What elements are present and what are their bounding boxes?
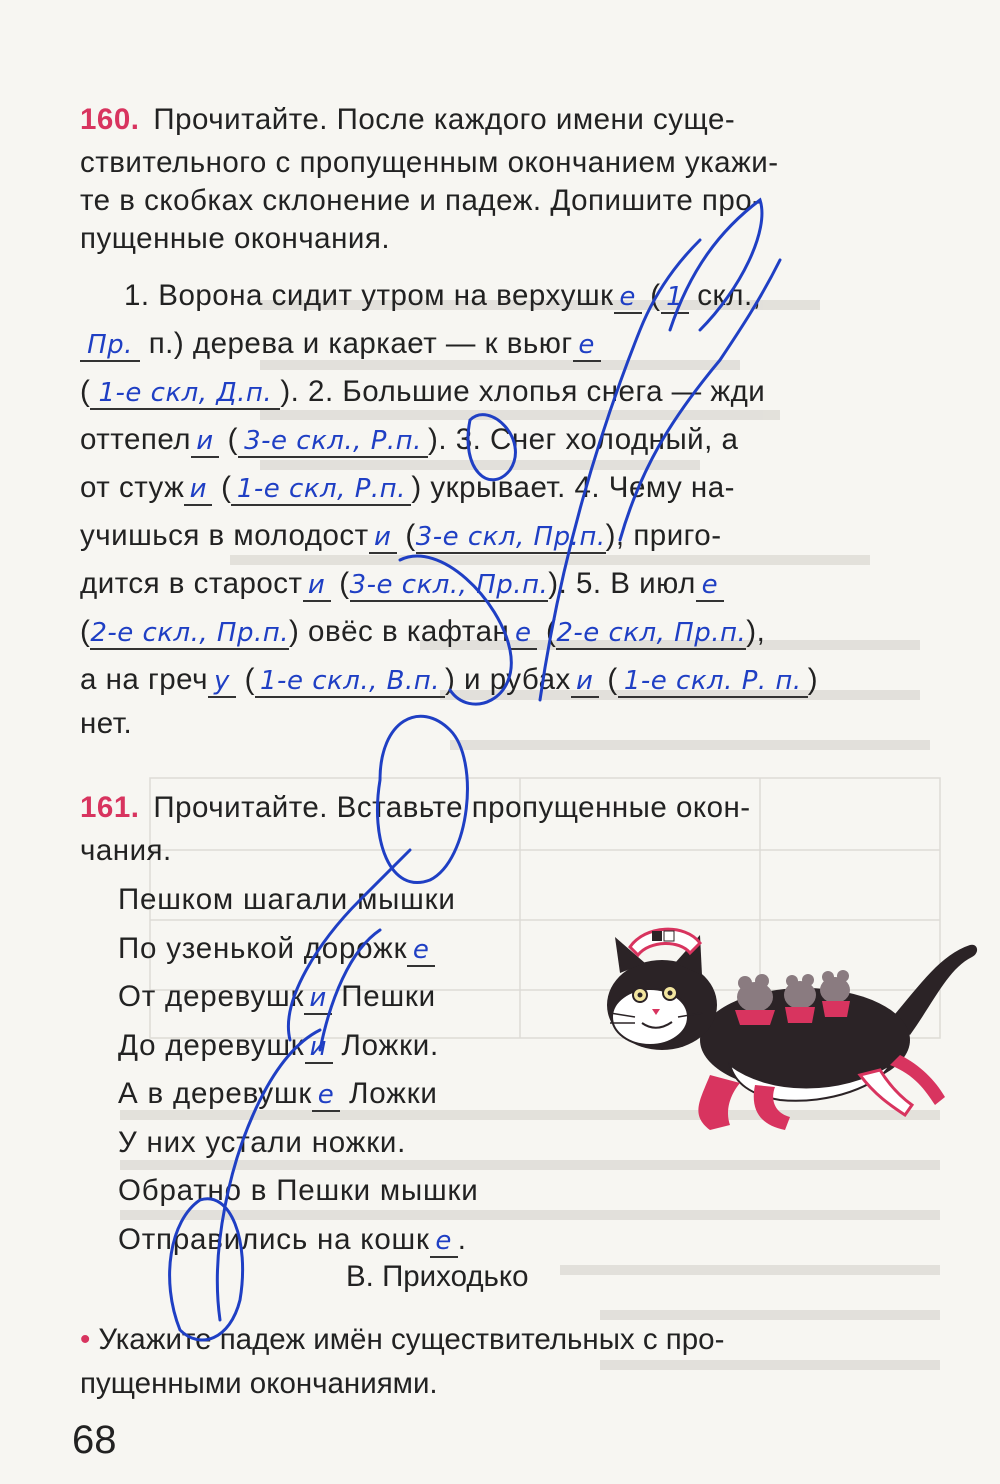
text: от стуж xyxy=(80,471,185,504)
exercise-161-instruction-line xyxy=(80,784,950,832)
exercise-161 xyxy=(80,784,950,870)
instruction-text: Прочитайте. После каждого имени суще- xyxy=(153,103,736,136)
text-line xyxy=(80,656,950,704)
text: ) укрывает. 4. Чему на- xyxy=(411,471,735,504)
text: ) xyxy=(807,663,819,696)
poem-line xyxy=(118,1167,478,1216)
bullet-icon: • xyxy=(80,1323,91,1356)
handwritten-answer: и xyxy=(571,666,599,698)
text: У них устали ножки. xyxy=(118,1125,407,1159)
poem-line xyxy=(118,973,478,1022)
text: 1. Ворона сидит утром на верхушк xyxy=(124,279,614,312)
text: ). 5. В июл xyxy=(548,567,696,600)
cat-with-mice-illustration xyxy=(590,925,985,1145)
text: До деревушк xyxy=(118,1028,305,1062)
poem xyxy=(118,876,478,1264)
text: п.) дерева и каркает — к вьюг xyxy=(140,327,573,360)
text: Пешки xyxy=(332,980,436,1013)
handwritten-answer: и xyxy=(303,570,331,602)
poem-line xyxy=(118,1216,478,1265)
exercise-160 xyxy=(80,96,950,258)
handwritten-answer: е xyxy=(696,570,724,602)
text: По узенькой дорожк xyxy=(118,931,408,965)
text: ( xyxy=(330,567,350,600)
handwritten-answer: 1-е скл, Д.п. xyxy=(90,378,280,410)
text: А в деревушк xyxy=(118,1077,313,1110)
text: ), xyxy=(746,615,766,648)
handwritten-answer: и xyxy=(369,522,397,554)
handwritten-answer: у xyxy=(208,666,236,698)
text: ( xyxy=(212,471,232,504)
handwritten-answer: 3-е скл., Р.п. xyxy=(238,426,428,458)
handwritten-answer: е xyxy=(614,282,642,314)
text-line xyxy=(80,608,950,656)
instruction-text: пущенные окончания. xyxy=(80,222,391,255)
text: нет. xyxy=(80,707,133,740)
handwritten-answer: и xyxy=(184,474,212,506)
handwritten-answer: 1 xyxy=(661,282,689,314)
text: дится в старост xyxy=(80,567,303,600)
poem-line xyxy=(118,1070,478,1119)
exercise-160-instruction-line xyxy=(80,144,950,182)
text: учишься в молодост xyxy=(80,519,369,552)
handwritten-answer: 3-е скл., Пр.п. xyxy=(349,570,549,600)
text: Обратно в Пешки мышки xyxy=(118,1174,479,1207)
text: От деревушк xyxy=(118,980,305,1013)
poem-line xyxy=(118,925,478,974)
handwritten-answer: е xyxy=(312,1080,340,1112)
poem-line xyxy=(118,1119,478,1168)
handwritten-answer: 1-е скл, Р.п. xyxy=(231,474,411,506)
task-bullet xyxy=(80,1318,950,1406)
text: ) овёс в кафтан xyxy=(289,615,510,648)
task-text: Укажите падеж имён существительных с про- xyxy=(98,1323,725,1356)
text: ). 3. Снег холодный, а xyxy=(428,423,739,456)
instruction-text: те в скобках склонение и падеж. Допишите про- xyxy=(80,184,763,217)
text-line xyxy=(80,416,950,464)
handwritten-answer: 1-е скл., В.п. xyxy=(255,666,445,698)
text-line xyxy=(80,272,950,320)
text-line xyxy=(80,368,950,416)
text: скл., xyxy=(688,279,762,312)
text: Ложки xyxy=(340,1077,438,1110)
text: ( xyxy=(396,519,416,552)
handwritten-answer: 3-е скл, Пр.п. xyxy=(415,522,606,552)
text: ( xyxy=(218,423,239,456)
text: а на греч xyxy=(80,663,208,696)
handwritten-answer: е xyxy=(407,935,435,967)
text-line xyxy=(80,320,950,368)
poem-line xyxy=(118,876,478,925)
instruction-text: Прочитайте. Вставьте пропущенные окон- xyxy=(153,791,751,824)
handwritten-answer: и xyxy=(305,1032,333,1064)
instruction-text: ствительного с пропущенным окончанием укажи- xyxy=(80,146,779,179)
handwritten-answer: 2-е скл, Пр.п. xyxy=(556,618,747,648)
instruction-text: чания. xyxy=(80,834,172,867)
exercise-160-instruction-line xyxy=(80,182,950,220)
text: ( xyxy=(80,615,91,648)
text: Ложки. xyxy=(332,1028,440,1062)
text-line xyxy=(80,560,950,608)
text: Отправились на кошк xyxy=(118,1222,430,1256)
handwritten-answer: 2-е скл., Пр.п. xyxy=(90,618,290,648)
handwritten-answer: 1-е скл. Р. п. xyxy=(618,666,808,698)
handwritten-answer: и xyxy=(191,426,219,458)
text: ) и рубах xyxy=(445,663,571,696)
exercise-160-instruction-line xyxy=(80,96,950,144)
text-line xyxy=(80,704,950,744)
exercise-number: 161. xyxy=(80,791,140,824)
text: . xyxy=(457,1222,467,1256)
exercise-160-instruction-line xyxy=(80,220,950,258)
text: оттепел xyxy=(80,423,191,456)
task-line xyxy=(80,1362,950,1406)
text-line xyxy=(80,464,950,512)
text: ( xyxy=(235,663,255,696)
exercise-161-instruction-line xyxy=(80,832,950,870)
handwritten-answer: Пр. xyxy=(80,330,140,362)
poem-author: В. Приходько xyxy=(346,1260,529,1293)
handwritten-answer: е xyxy=(509,618,537,650)
handwritten-answer: е xyxy=(573,330,601,362)
text-line xyxy=(80,512,950,560)
text: ( xyxy=(598,663,618,696)
poem-line xyxy=(118,1022,478,1071)
text: ( xyxy=(80,375,91,408)
handwritten-answer: е xyxy=(430,1226,458,1258)
text: ( xyxy=(537,615,557,648)
text: ). 2. Большие хлопья снега — жди xyxy=(280,375,766,408)
text: Пешком шагали мышки xyxy=(118,883,456,916)
text: ( xyxy=(641,279,661,312)
task-text: пущенными окончаниями. xyxy=(80,1367,438,1400)
page-number: 68 xyxy=(72,1418,117,1462)
text: ), приго- xyxy=(605,519,722,552)
task-line xyxy=(80,1318,950,1362)
exercise-160-text xyxy=(80,272,950,744)
handwritten-answer: и xyxy=(304,983,332,1015)
exercise-number: 160. xyxy=(80,103,140,136)
